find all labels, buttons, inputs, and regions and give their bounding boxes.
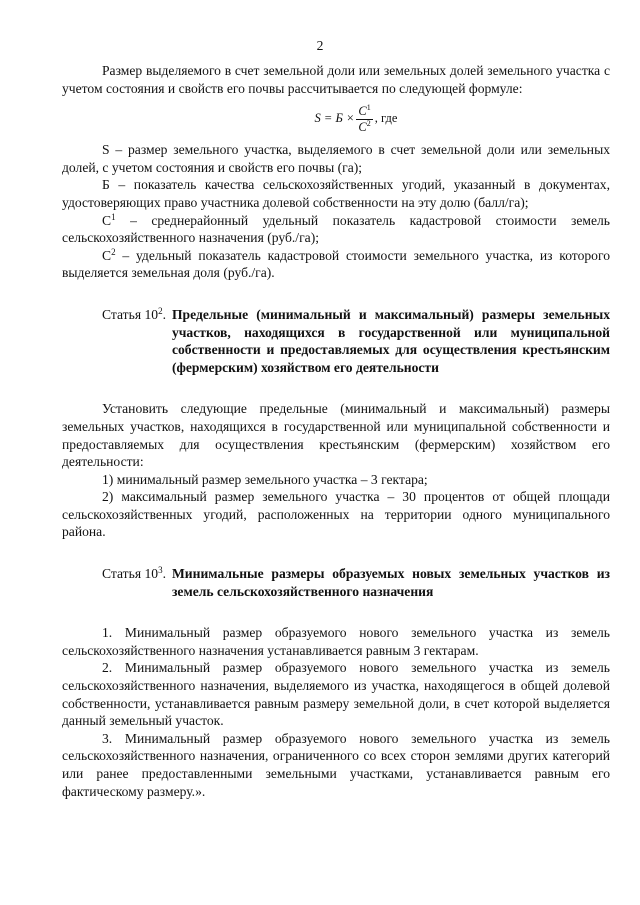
- definition-c2: $С^2$ – удельный показатель кадастровой стоимости земельного участка, из которого выделяется земельная доля (руб./га).: [62, 246, 610, 281]
- article-10-3-paragraph-3: 3. Минимальный размер образуемого нового земельного участка из земель сельскохозяйственного назначения, ограниченного со всех сторон землями других категорий или ранее предоставленными земельными участками, устанавливается равным его фактическому размеру.».: [62, 730, 610, 799]
- article-10-3-paragraph-2: 2. Минимальный размер образуемого нового земельного участка из земель сельскохозяйственного назначения, выделяемого из участка, находящегося в общей долевой собственности, устанавливается равным размеру земельной доли, в счет которой выделяется данный земельный участок.: [62, 660, 610, 729]
- page-number: 2: [316, 38, 324, 53]
- document-body: [62, 62, 610, 800]
- formula-numerator: $С^1$: [358, 102, 371, 118]
- article-10-2-item-1: 1) минимальный размер земельного участка – 3 гектара;: [102, 471, 428, 487]
- article-10-3-label: Статья $10^3$.: [102, 565, 166, 582]
- article-10-2-label: Статья $10^2$.: [102, 305, 166, 322]
- article-10-3-title: Минимальные размеры образуемых новых земельных участков из земель сельскохозяйственного назначения: [171, 566, 610, 599]
- article-10-3-paragraph-1: 1. Минимальный размер образуемого нового земельного участка из земель сельскохозяйственного назначения устанавливается равным 3 гектарам.: [62, 625, 610, 658]
- formula-fraction: [356, 104, 372, 135]
- formula: [102, 97, 610, 141]
- article-10-2-body: Установить следующие предельные (минимальный и максимальный) размеры земельных участков, находящихся в государственной или муниципальной собственности и предоставляемых для осуществления крестьянским (фермерским) хозяйством его деятельности:: [62, 401, 610, 470]
- definition-c1: $С^1$ – среднерайонный удельный показатель кадастровой стоимости земель сельскохозяйственного назначения (руб./га);: [62, 211, 610, 246]
- formula-tail: , где: [374, 111, 398, 126]
- intro-paragraph: Размер выделяемого в счет земельной доли или земельных долей земельного участка с учетом состояния и свойств его почвы рассчитывается по следующей формуле:: [62, 63, 610, 96]
- definition-b: Б – показатель качества сельскохозяйственных угодий, указанный в документах, удостоверяющих право участника долевой собственности на эту долю (балл/га);: [62, 177, 610, 210]
- article-10-3-heading: [102, 565, 610, 600]
- formula-denominator: $С^2$: [358, 118, 371, 134]
- article-10-2-title: Предельные (минимальный и максимальный) размеры земельных участков, находящихся в государственной или муниципальной собственности и предоставляемых для осуществления крестьянским (фермерским) хозяйством его деятельности: [171, 306, 610, 375]
- article-10-2-item-2: 2) максимальный размер земельного участка – 30 процентов от общей площади сельскохозяйственных угодий, расположенных на территории одного муниципального района.: [62, 489, 610, 540]
- formula-lhs: S = Б ×: [314, 111, 355, 126]
- article-10-2-heading: [102, 306, 610, 376]
- definition-s: S – размер земельного участка, выделяемого в счет земельной доли или земельных долей, с учетом состояния и свойств его почвы (га);: [62, 142, 610, 175]
